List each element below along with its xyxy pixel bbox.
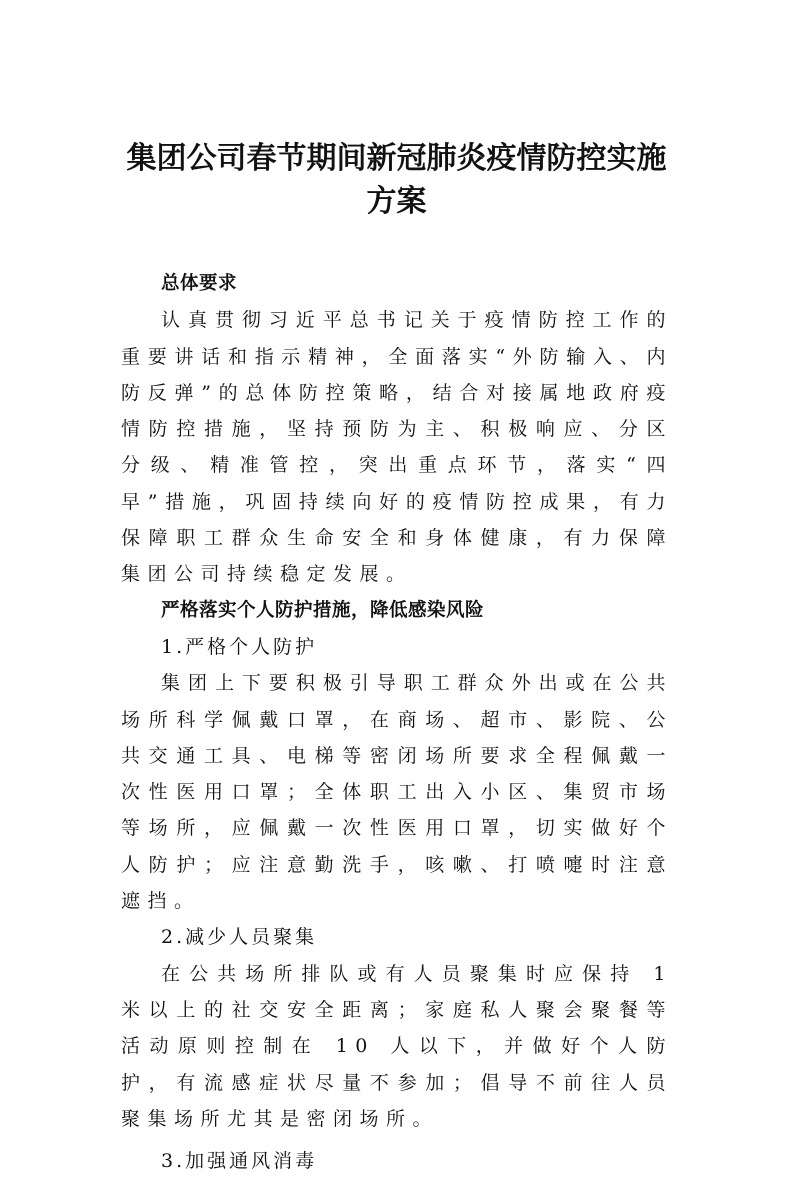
title-line-1: 集团公司春节期间新冠肺炎疫情防控实施 <box>126 141 667 176</box>
document-title <box>100 137 693 223</box>
item-heading-ventilation-disinfection: 3.加强通风消毒 <box>161 1150 318 1173</box>
paragraph-overall-requirements: 认真贯彻习近平总书记关于疫情防控工作的重要讲话和指示精神，全面落实“外防输入、内防反弹”的总体防控策略，结合对接属地政府疫情防控措施，坚持预防为主、积极响应、分区分级、精准管控，突出重点环节，落实“四早”措施，巩固持续向好的疫情防控成果，有力保障职工群众生命安全和身体健康，有力保障集团公司持续稳定发展。 <box>121 309 673 586</box>
paragraph-strict-protection: 集团上下要积极引导职工群众外出或在公共场所科学佩戴口罩，在商场、超市、影院、公共交通工具、电梯等密闭场所要求全程佩戴一次性医用口罩；全体职工出入小区、集贸市场等场所，应佩戴一次性医用口罩，切实做好个人防护；应注意勤洗手，咳嗽、打喷嚏时注意遮挡。 <box>121 672 673 913</box>
item-heading-strict-protection: 1.严格个人防护 <box>161 635 318 658</box>
section-heading-personal-protection: 严格落实个人防护措施，降低感染风险 <box>161 599 485 621</box>
title-line-2: 方案 <box>366 184 427 219</box>
item-heading-reduce-gathering: 2.减少人员聚集 <box>161 926 318 949</box>
section-heading-overall-requirements: 总体要求 <box>161 273 238 294</box>
paragraph-reduce-gathering: 在公共场所排队或有人员聚集时应保持 1 米以上的社交安全距离；家庭私人聚会聚餐等活动原则控制在 10 人以下，并做好个人防护，有流感症状尽量不参加；倡导不前往人员聚集场所尤其是密闭场所。 <box>121 962 673 1130</box>
document-body <box>121 266 673 1179</box>
